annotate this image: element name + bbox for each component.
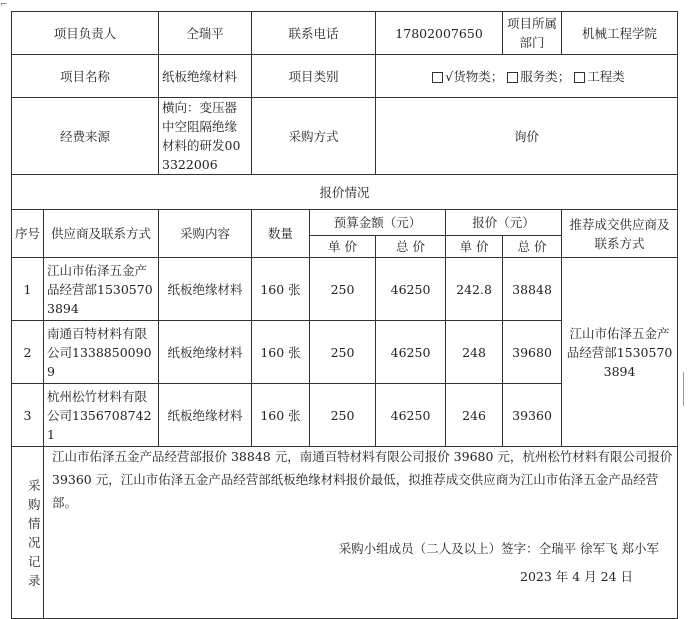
row-supplier: 南通百特材料有限公司13388500909 xyxy=(44,321,159,384)
record-label: 采购情况记录 xyxy=(12,447,44,619)
checkbox-service[interactable] xyxy=(507,72,518,83)
checkbox-goods[interactable] xyxy=(432,72,443,83)
category-label: 项目类别 xyxy=(252,55,376,98)
row-budget-total: 46250 xyxy=(376,321,446,384)
category-project: 工程类 xyxy=(587,68,625,84)
dept-label: 项目所属部门 xyxy=(503,12,562,55)
method-label: 采购方式 xyxy=(252,98,376,175)
col-budget: 预算金额（元） xyxy=(310,210,446,236)
method-value: 询价 xyxy=(376,98,678,175)
category-service: 服务类； xyxy=(520,68,571,84)
record-team-signatures: 采购小组成员（二人及以上）签字：仝瑞平 徐军飞 郑小军 xyxy=(338,541,660,556)
row-quote-total: 39680 xyxy=(503,321,562,384)
project-name-value: 纸板绝缘材料 xyxy=(159,55,252,98)
col-seq: 序号 xyxy=(12,210,44,258)
row-quote-total: 39360 xyxy=(503,384,562,447)
row-supplier: 江山市佑泽五金产品经营部15305703894 xyxy=(44,258,159,321)
category-options xyxy=(376,55,678,98)
project-name-label: 项目名称 xyxy=(12,55,159,98)
checkbox-project[interactable] xyxy=(574,72,585,83)
row-supplier: 杭州松竹材料有限公司13567087421 xyxy=(44,384,159,447)
table-row xyxy=(12,258,678,321)
row-quote-unit: 242.8 xyxy=(446,258,503,321)
recommended-supplier: 江山市佑泽五金产品经营部15305703894 xyxy=(562,258,678,447)
row-quote-total: 38848 xyxy=(503,258,562,321)
col-content: 采购内容 xyxy=(159,210,252,258)
row-seq: 3 xyxy=(12,384,44,447)
record-summary: 江山市佑泽五金产品经营部报价 38848 元，南通百特材料有限公司报价 39680 元，杭州松竹材料有限公司报价 39360 元，江山市佑泽五金产品经营部纸板绝缘材料报价最低，拟推荐成交供应商为江山市佑泽五金产品经营部。 xyxy=(52,449,673,510)
corner-mark: ⌐ xyxy=(0,0,8,10)
col-quote-total: 总 价 xyxy=(503,236,562,258)
col-quote: 报价（元） xyxy=(446,210,562,236)
row-seq: 2 xyxy=(12,321,44,384)
col-recommend: 推荐成交供应商及联系方式 xyxy=(562,210,678,258)
quote-section-title: 报价情况 xyxy=(12,175,678,210)
row-content: 纸板绝缘材料 xyxy=(159,258,252,321)
leader-value: 仝瑞平 xyxy=(159,12,252,55)
page-edge-mark xyxy=(683,372,688,406)
row-qty: 160 张 xyxy=(252,321,310,384)
row-budget-unit: 250 xyxy=(310,321,376,384)
row-seq: 1 xyxy=(12,258,44,321)
col-budget-total: 总 价 xyxy=(376,236,446,258)
phone-label: 联系电话 xyxy=(252,12,376,55)
procurement-form xyxy=(11,11,678,619)
col-quote-unit: 单 价 xyxy=(446,236,503,258)
record-box xyxy=(44,447,678,619)
row-content: 纸板绝缘材料 xyxy=(159,384,252,447)
row-quote-unit: 246 xyxy=(446,384,503,447)
col-budget-unit: 单 价 xyxy=(310,236,376,258)
row-content: 纸板绝缘材料 xyxy=(159,321,252,384)
leader-label: 项目负责人 xyxy=(12,12,159,55)
col-qty: 数量 xyxy=(252,210,310,258)
record-date: 2023 年 4 月 24 日 xyxy=(520,569,634,584)
row-budget-unit: 250 xyxy=(310,258,376,321)
row-quote-unit: 248 xyxy=(446,321,503,384)
category-goods: √货物类； xyxy=(445,68,504,84)
row-budget-total: 46250 xyxy=(376,258,446,321)
dept-value: 机械工程学院 xyxy=(562,12,678,55)
row-qty: 160 张 xyxy=(252,384,310,447)
col-supplier: 供应商及联系方式 xyxy=(44,210,159,258)
fund-label: 经费来源 xyxy=(12,98,159,175)
row-qty: 160 张 xyxy=(252,258,310,321)
row-budget-total: 46250 xyxy=(376,384,446,447)
fund-value: 横向：变压器中空阻隔绝缘材料的研发003322006 xyxy=(159,98,252,175)
phone-value: 17802007650 xyxy=(376,12,503,55)
row-budget-unit: 250 xyxy=(310,384,376,447)
